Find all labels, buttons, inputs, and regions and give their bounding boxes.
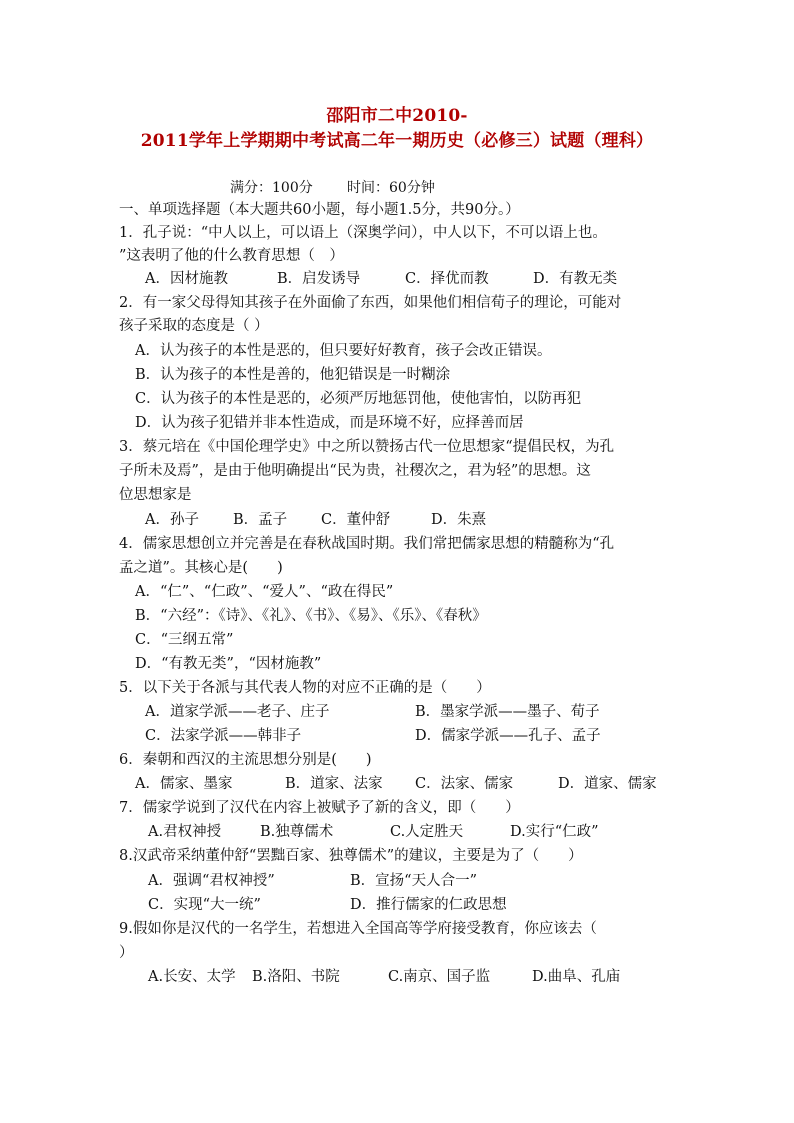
q7-options [0, 821, 794, 843]
q8-option-a: A．强调“君权神授” [148, 873, 275, 889]
q4-option-c: C．“三纲五常” [135, 632, 234, 648]
q4-stem-line-2: 孟之道”。其核心是( ) [119, 560, 283, 576]
q3-option-d: D．朱熹 [431, 512, 487, 528]
q8-option-c: C．实现“大一统” [148, 897, 261, 913]
q5-options-row-1 [0, 701, 794, 723]
q3-option-a: A．孙子 [145, 512, 199, 528]
q3-stem-line-2: 子所未及焉”，是由于他明确提出“民为贵，社稷次之，君为轻”的思想。这 [119, 463, 591, 479]
q2-option-a: A．认为孩子的本性是恶的，但只要好好教育，孩子会改正错误。 [135, 343, 552, 359]
q5-option-b: B．墨家学派——墨子、荀子 [415, 704, 600, 720]
q2-stem-line-2: 孩子采取的态度是（ ） [119, 318, 269, 334]
q3-stem-line-1: 3．蔡元培在《中国伦理学史》中之所以赞扬古代一位思想家“提倡民权，为孔 [119, 439, 615, 455]
section-heading: 一、单项选择题（本大题共60小题，每小题1.5分，共90分。） [119, 202, 520, 218]
q2-option-b: B．认为孩子的本性是善的，他犯错误是一时糊涂 [135, 367, 451, 383]
q9-stem-line-1: 9.假如你是汉代的一名学生，若想进入全国高等学府接受教育，你应该去（ [119, 921, 597, 937]
q2-stem-line-1: 2．有一家父母得知其孩子在外面偷了东西，如果他们相信荀子的理论，可能对 [119, 295, 622, 311]
q1-option-d: D．有教无类 [533, 271, 618, 287]
q5-options-row-2 [0, 725, 794, 747]
q6-option-a: A．儒家、墨家 [135, 776, 233, 792]
q3-option-c: C．董仲舒 [321, 512, 391, 528]
q6-option-b: B．道家、法家 [285, 776, 383, 792]
exam-title-line-2: 2011学年上学期期中考试高二年一期历史（必修三）试题（理科） [140, 131, 654, 151]
q5-option-a: A．道家学派——老子、庄子 [145, 704, 330, 720]
q9-stem-line-2: ） [119, 945, 134, 961]
q3-option-b: B．孟子 [233, 512, 288, 528]
q7-option-b: B.独尊儒术 [260, 824, 334, 840]
q1-option-b: B．启发诱导 [277, 271, 361, 287]
q7-stem: 7．儒家学说到了汉代在内容上被赋予了新的含义，即（ ） [119, 800, 520, 816]
q1-stem-line-2: ”这表明了他的什么教育思想（ ） [119, 248, 344, 264]
q2-option-c: C．认为孩子的本性是恶的，必须严厉地惩罚他，使他害怕，以防再犯 [135, 391, 582, 407]
exam-time: 时间：60分钟 [347, 180, 435, 196]
q1-option-c: C．择优而教 [405, 271, 489, 287]
q7-option-d: D.实行“仁政” [510, 824, 599, 840]
q9-option-c: C.南京、国子监 [388, 969, 491, 985]
q7-option-c: C.人定胜天 [390, 824, 464, 840]
q2-option-d: D．认为孩子犯错并非本性造成，而是环境不好，应择善而居 [135, 415, 524, 431]
q8-option-b: B．宣扬“天人合一” [350, 873, 477, 889]
q5-stem: 5．以下关于各派与其代表人物的对应不正确的是（ ） [119, 680, 491, 696]
q4-option-d: D．“有教无类”，“因材施教” [135, 656, 322, 672]
q4-option-a: A．“仁”、“仁政”、“爱人”、“政在得民” [135, 584, 394, 600]
exam-title-line-1: 邵阳市二中2010- [326, 106, 468, 126]
q8-option-d: D．推行儒家的仁政思想 [350, 897, 507, 913]
q9-option-d: D.曲阜、孔庙 [532, 969, 621, 985]
q5-option-d: D．儒家学派——孔子、孟子 [415, 728, 601, 744]
q8-options-row-2 [0, 894, 794, 916]
q9-option-b: B.洛阳、书院 [252, 969, 340, 985]
q4-stem-line-1: 4．儒家思想创立并完善是在春秋战国时期。我们常把儒家思想的精髓称为“孔 [119, 536, 615, 552]
q5-option-c: C．法家学派——韩非子 [145, 728, 302, 744]
q8-stem: 8.汉武帝采纳董仲舒“罢黜百家、独尊儒术”的建议，主要是为了（ ） [119, 848, 583, 864]
q6-option-c: C．法家、儒家 [415, 776, 514, 792]
full-score: 满分：100分 [230, 180, 313, 196]
q4-option-b: B．“六经”：《诗》、《礼》、《书》、《易》、《乐》、《春秋》 [135, 608, 487, 624]
q9-option-a: A.长安、太学 [148, 969, 236, 985]
q3-stem-line-3: 位思想家是 [119, 487, 192, 503]
q1-options [0, 268, 794, 290]
q8-options-row-1 [0, 870, 794, 892]
q3-options [0, 509, 794, 531]
q6-stem: 6．秦朝和西汉的主流思想分别是( ) [119, 752, 372, 768]
q9-options [0, 966, 794, 988]
q6-option-d: D．道家、儒家 [558, 776, 657, 792]
q7-option-a: A.君权神授 [148, 824, 222, 840]
q6-options [0, 773, 794, 795]
q1-option-a: A．因材施教 [145, 271, 228, 287]
q1-stem-line-1: 1．孔子说：“中人以上，可以语上（深奥学问），中人以下，不可以语上也。 [119, 225, 607, 241]
